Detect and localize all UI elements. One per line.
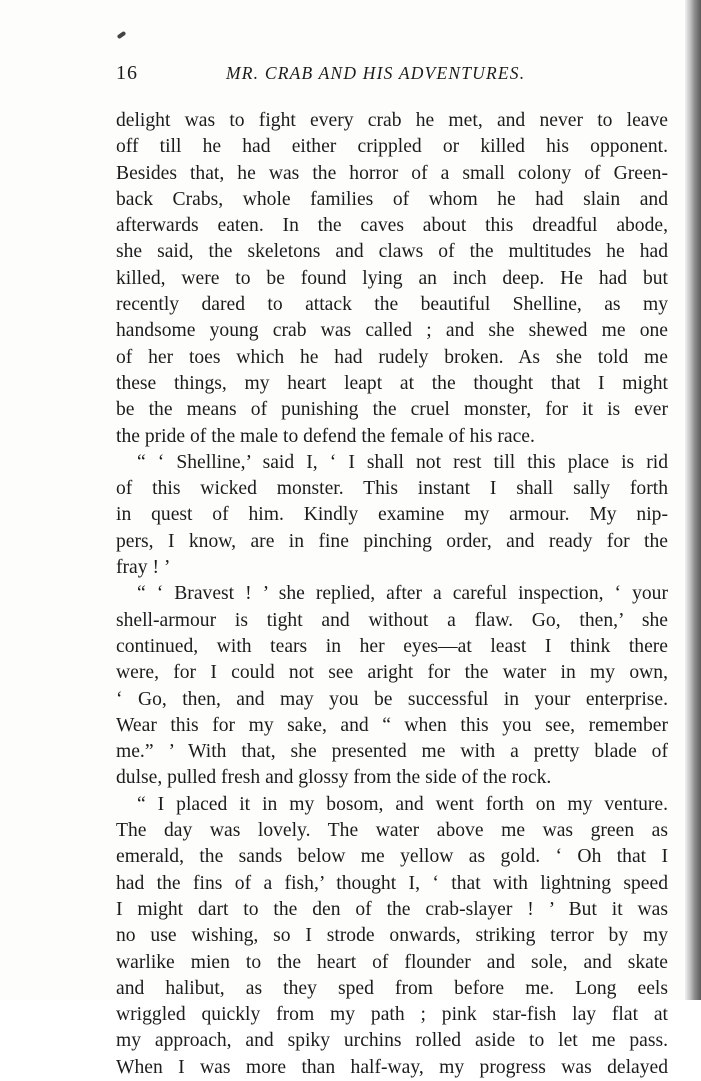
text-line: had the fins of a fish,’ thought I, ‘ that with lightning speed	[116, 872, 668, 894]
text-line: me.” ’ With that, she presented me with a pretty blade of	[116, 741, 668, 763]
text-line: “ ‘ Bravest ! ’ she replied, after a careful inspection, ‘ your	[137, 583, 668, 605]
text-line: warlike mien to the heart of flounder and sole, and skate	[116, 951, 668, 973]
text-line: recently dared to attack the beautiful Shelline, as my	[116, 294, 668, 316]
body-text	[116, 108, 668, 1081]
page-number: 16	[116, 62, 138, 84]
text-line: dulse, pulled fresh and glossy from the side of the rock.	[116, 767, 552, 789]
text-line: she said, the skeletons and claws of the multitudes he had	[116, 241, 668, 263]
text-line: Besides that, he was the horror of a small colony of Green-	[116, 162, 668, 184]
text-line: pers, I know, are in fine pinching order, and ready for the	[116, 530, 668, 552]
text-line: “ I placed it in my bosom, and went forth on my venture.	[137, 793, 668, 815]
text-line: and halibut, as they sped from before me. Long eels	[116, 977, 668, 999]
page-edge-shadow	[685, 0, 701, 1000]
page-header	[116, 62, 668, 88]
text-line: ‘ Go, then, and may you be successful in your enterprise.	[116, 688, 668, 710]
text-line: The day was lovely. The water above me was green as	[116, 820, 668, 842]
text-line: I might dart to the den of the crab-slayer ! ’ But it was	[116, 898, 668, 920]
running-title: MR. CRAB AND HIS ADVENTURES.	[226, 63, 526, 83]
text-line: were, for I could not see aright for the water in my own,	[116, 662, 668, 684]
text-line: handsome young crab was called ; and she shewed me one	[116, 320, 668, 342]
text-line: my approach, and spiky urchins rolled aside to let me pass.	[116, 1030, 668, 1052]
text-line: Wear this for my sake, and “ when this you see, remember	[116, 714, 668, 736]
text-line: shell-armour is tight and without a flaw. Go, then,’ she	[116, 609, 668, 631]
text-line: in quest of him. Kindly examine my armour. My nip-	[116, 504, 668, 526]
text-line: killed, were to be found lying an inch deep. He had but	[116, 267, 668, 289]
text-line: of her toes which he had rudely broken. As she told me	[116, 346, 668, 368]
text-line: delight was to fight every crab he met, and never to leave	[116, 110, 668, 131]
text-line: continued, with tears in her eyes—at least I think there	[116, 635, 668, 657]
text-line: fray ! ’	[116, 557, 171, 579]
text-line: of this wicked monster. This instant I shall sally forth	[116, 478, 668, 500]
text-line: be the means of punishing the cruel monster, for it is ever	[116, 399, 668, 421]
text-line: When I was more than half-way, my progress was delayed	[116, 1056, 668, 1078]
text-line: “ ‘ Shelline,’ said I, ‘ I shall not rest till this place is rid	[137, 451, 668, 473]
text-line: afterwards eaten. In the caves about this dreadful abode,	[116, 215, 668, 237]
text-line: emerald, the sands below me yellow as gold. ‘ Oh that I	[116, 846, 668, 868]
text-line: the pride of the male to defend the female of his race.	[116, 425, 535, 447]
text-line: back Crabs, whole families of whom he had slain and	[116, 188, 668, 210]
text-line: these things, my heart leapt at the thought that I might	[116, 372, 668, 394]
ink-mark	[117, 31, 127, 39]
text-line: off till he had either crippled or killed his opponent.	[116, 136, 668, 158]
text-line: wriggled quickly from my path ; pink star-fish lay flat at	[116, 1004, 668, 1026]
text-line: no use wishing, so I strode onwards, striking terror by my	[116, 925, 668, 947]
